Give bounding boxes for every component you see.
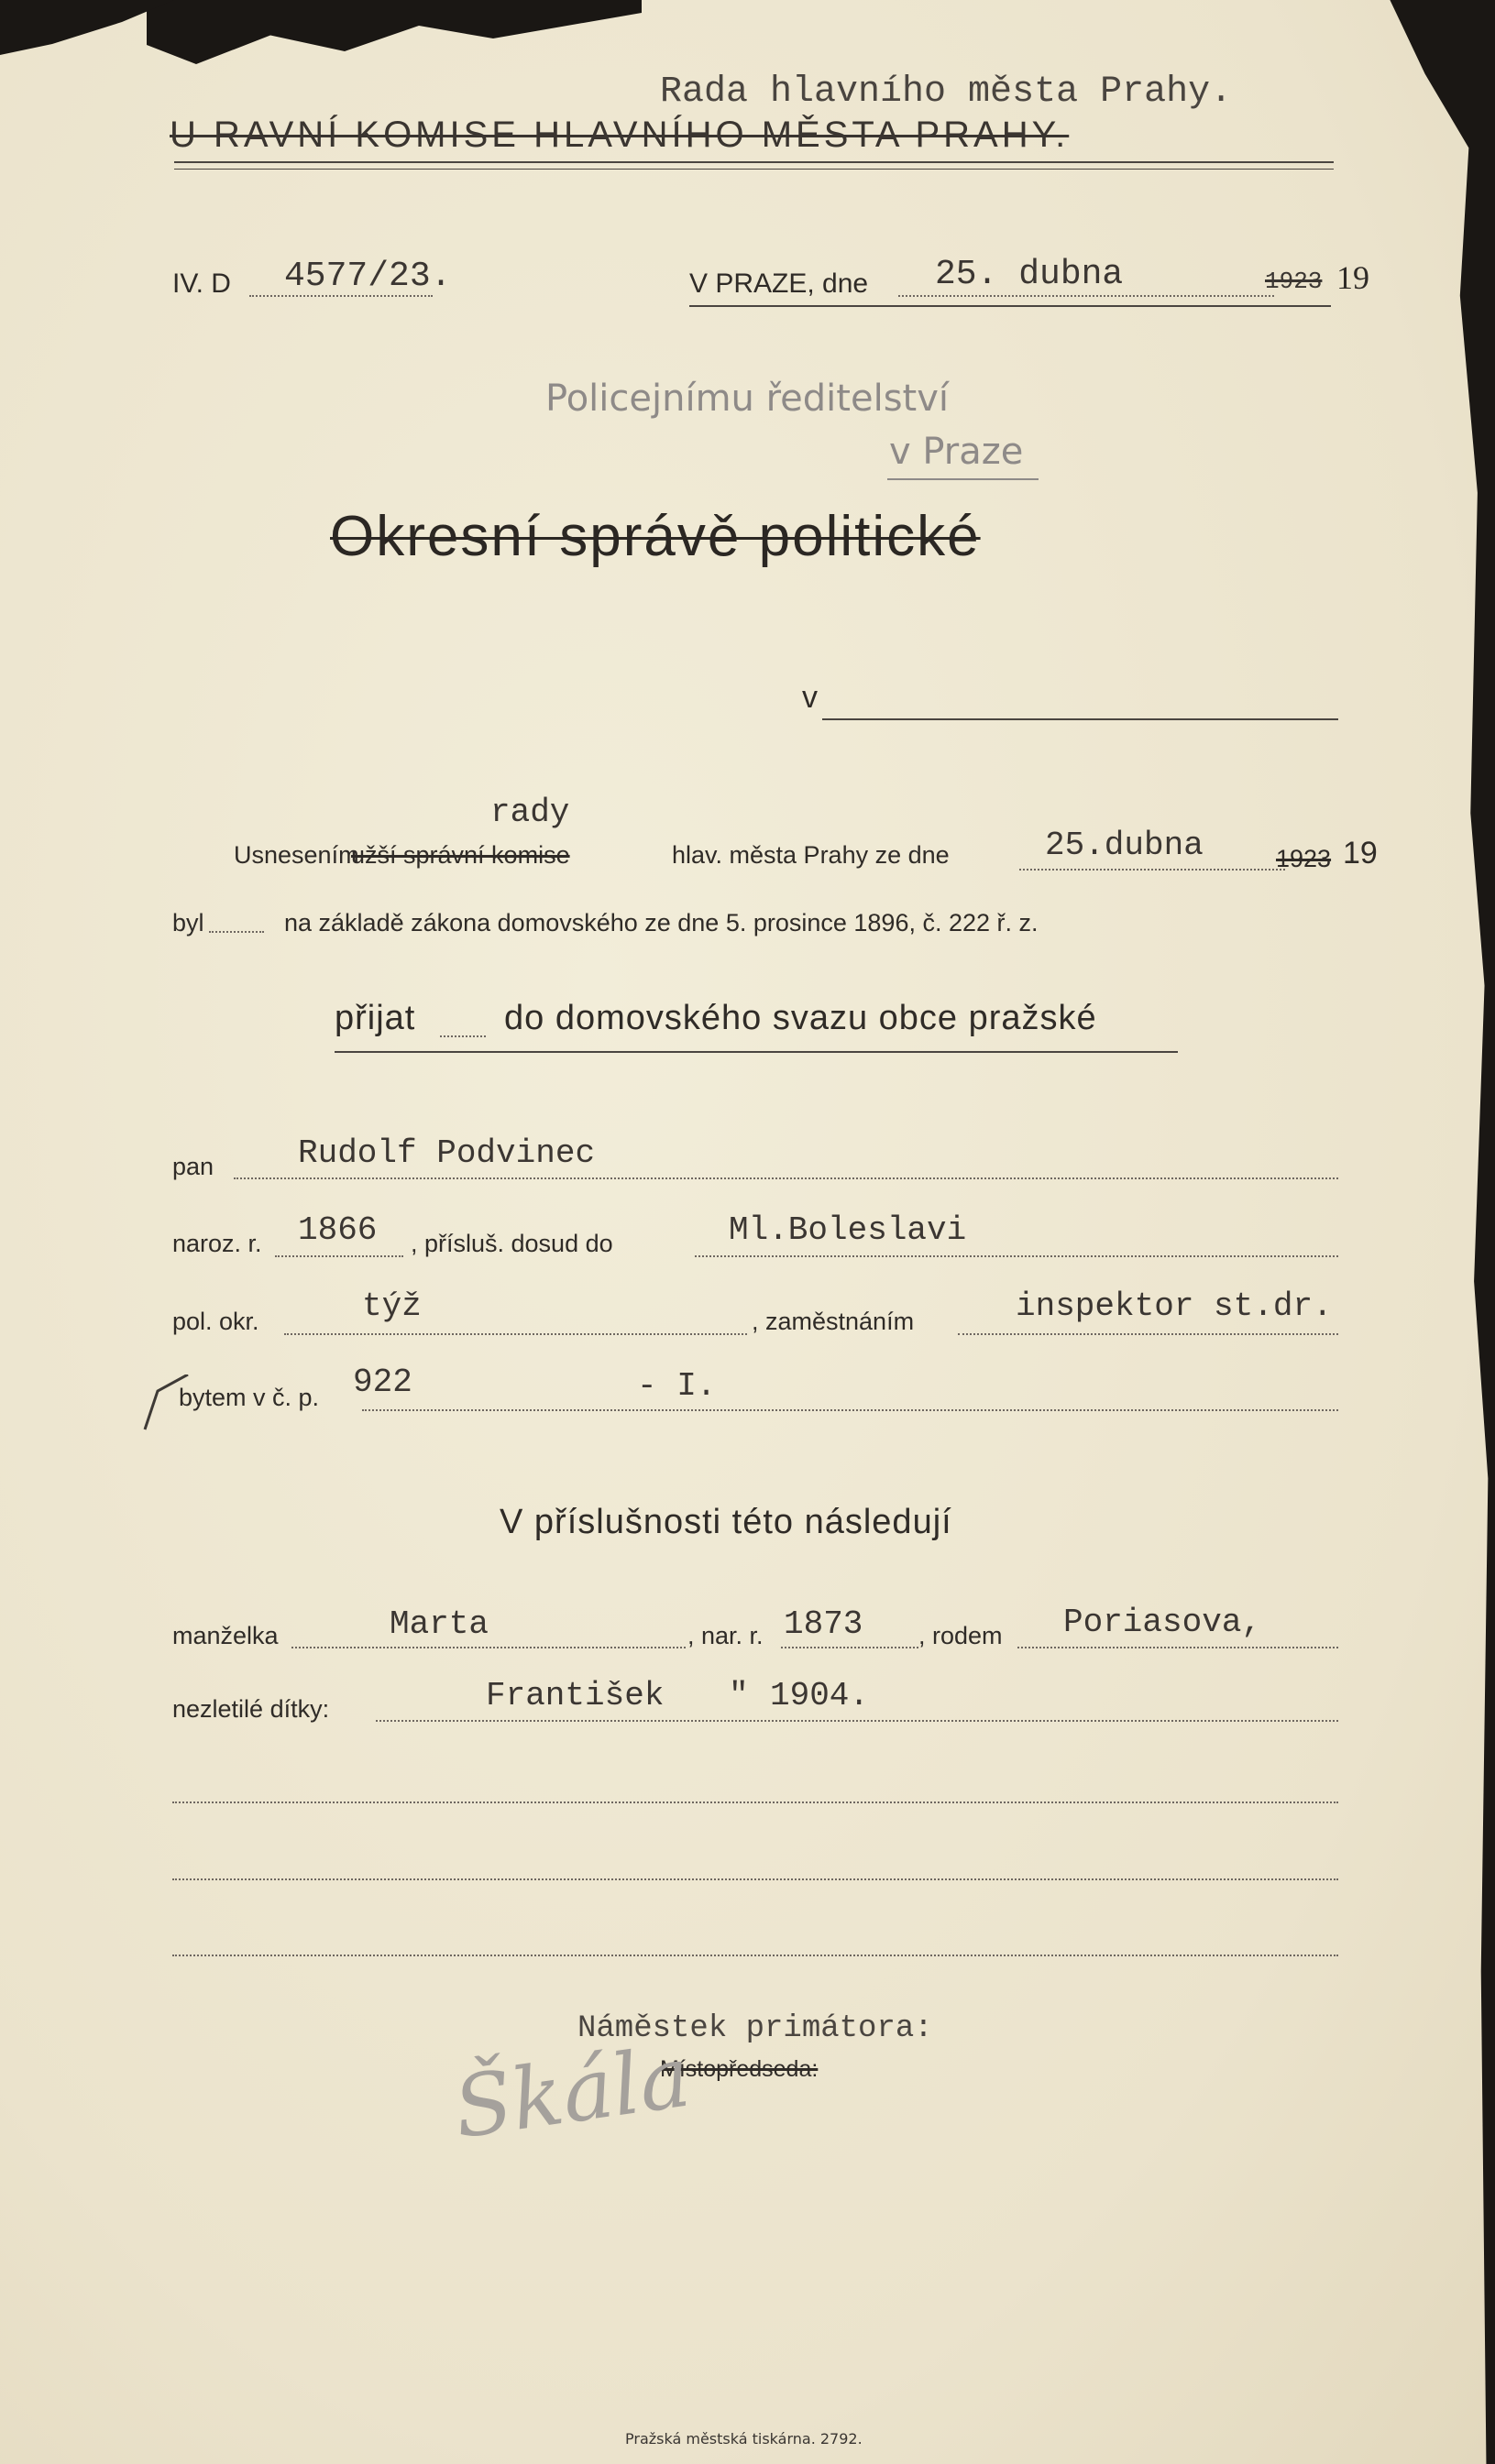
children-dots [376, 1720, 1338, 1722]
signature-stamp-title: Náměstek primátora: [577, 2011, 933, 2046]
recipient-stamp-line2: v Praze [889, 431, 1024, 473]
admission-dots [440, 1035, 486, 1037]
signature-handwritten: Škála [447, 2027, 697, 2158]
wife-born-dots [781, 1647, 918, 1648]
resolution-year: 1923 [1276, 845, 1332, 872]
resolution-mid: hlav. města Prahy ze dne [672, 841, 950, 869]
person-born-label: naroz. r. [172, 1230, 262, 1257]
address-dots [362, 1409, 1338, 1411]
born-dots [275, 1255, 403, 1257]
reference-rule [689, 305, 1331, 307]
admission-rule [335, 1051, 1178, 1053]
wife-origin-label: , rodem [918, 1622, 1003, 1649]
dependents-heading: V příslušnosti této následují [500, 1503, 952, 1541]
child-year: 1904. [770, 1677, 870, 1714]
person-name-dots [234, 1177, 1338, 1179]
resolution-date: 25.dubna [1045, 827, 1204, 864]
date-dots [898, 295, 1274, 297]
wife-name-dots [291, 1647, 686, 1648]
person-district-label: pol. okr. [172, 1308, 259, 1335]
blank-line-3 [172, 1955, 1338, 1956]
printer-imprint: Pražská městská tiskárna. 2792. [625, 2430, 863, 2448]
person-name: Rudolf Podvinec [298, 1134, 596, 1172]
person-address-label: bytem v č. p. [179, 1384, 320, 1411]
admission-text: do domovského svazu obce pražské [504, 999, 1097, 1037]
resolution-start: Usnesením [234, 841, 359, 869]
district-dots [284, 1333, 747, 1335]
occupation-dots [958, 1333, 1338, 1335]
resolution-line2-start: byl [172, 909, 204, 936]
reference-date: 25. dubna [935, 255, 1124, 294]
place-label: V PRAZE, dne [689, 268, 869, 299]
recipient-v-rule [822, 718, 1338, 720]
resolution-date-dots [1019, 869, 1285, 871]
blank-line-1 [172, 1801, 1338, 1803]
blank-line-2 [172, 1878, 1338, 1880]
child-ditto: " [729, 1677, 749, 1714]
office-title: U RAVNÍ KOMISE HLAVNÍHO MĚSTA PRAHY. [170, 115, 1070, 155]
person-born-year: 1866 [298, 1211, 378, 1249]
torn-edge-top [147, 0, 642, 64]
resolution-year-suffix: 19 [1343, 836, 1378, 871]
resolution-struck-text: užší správní komise [351, 841, 570, 869]
wife-born-year: 1873 [784, 1605, 863, 1643]
child-name: František [486, 1677, 665, 1714]
recipient-stamp-underline [887, 478, 1039, 480]
byl-dots [209, 931, 264, 933]
recipient-v-label: v [802, 680, 818, 715]
torn-edge-right [1320, 0, 1495, 2464]
person-occupation-label: , zaměstnáním [752, 1308, 915, 1335]
header-rule-1 [174, 161, 1334, 163]
header-stamp-overlay: Rada hlavního města Prahy. [660, 71, 1233, 113]
reference-year-suffix: 19 [1336, 259, 1369, 296]
person-address-number: 922 [353, 1363, 412, 1401]
admission-word: přijat [335, 999, 416, 1037]
wife-label: manželka [172, 1622, 279, 1649]
recipient-printed-title: Okresní správě politické [330, 505, 981, 568]
person-district-value: týž [362, 1287, 422, 1325]
wife-origin-dots [1017, 1647, 1338, 1648]
header-rule-2 [174, 169, 1334, 170]
reference-number: 4577/23. [284, 257, 452, 296]
resolution-line2-text: na základě zákona domovského ze dne 5. prosince 1896, č. 222 ř. z. [284, 909, 1039, 936]
person-occupation-value: inspektor st.dr. [1016, 1287, 1333, 1325]
recipient-stamp-line1: Policejnímu ředitelství [545, 378, 949, 420]
wife-born-label: , nar. r. [687, 1622, 764, 1649]
belonging-dots [695, 1255, 1338, 1257]
signature-struck-title: Místopředseda: [660, 2056, 819, 2082]
resolution-inserted-word: rady [490, 794, 570, 831]
person-belonging-value: Ml.Boleslavi [729, 1211, 967, 1249]
person-address-part: - I. [637, 1367, 717, 1405]
person-title-label: pan [172, 1153, 214, 1180]
reference-year-stamp: 1923 [1265, 268, 1323, 295]
wife-origin-value: Poriasova, [1063, 1604, 1262, 1641]
children-label: nezletilé dítky: [172, 1695, 330, 1723]
person-belonging-label: , přísluš. dosud do [411, 1230, 613, 1257]
reference-prefix: IV. D [172, 268, 231, 299]
wife-name: Marta [390, 1605, 489, 1643]
